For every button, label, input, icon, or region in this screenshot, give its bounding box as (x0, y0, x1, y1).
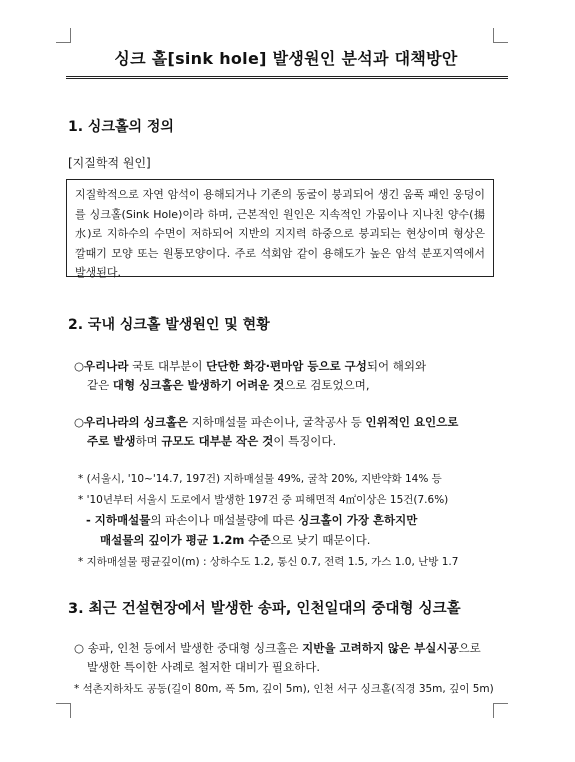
bullet: ○ (74, 359, 85, 373)
text: ○ 송파, 인천 등에서 발생한 중대형 싱크홀은 (74, 641, 303, 655)
paragraph-geology-line-2 (74, 376, 504, 395)
text: 되어 해외와 (366, 359, 427, 373)
text: 으로 검토었으며, (284, 378, 370, 392)
emphasis: 우리나라의 싱크홀은 (84, 415, 189, 429)
crop-mark-bottom-left (56, 703, 71, 718)
text: 으로 낮기 때문이다. (270, 533, 371, 547)
emphasis: 싱크홀이 가장 흔하지만 (298, 513, 418, 527)
paragraph-geology (74, 357, 504, 395)
definition-box: 지질학적으로 자연 암석이 용해되거나 기존의 동굴이 붕괴되어 생긴 움푹 패인 웅덩이를 싱크홀(Sink Hole)이라 하며, 근본적인 원인은 지속적인 가뭄이나 지나친 양수(揚水)로 지하수의 수면이 저하되어 지반의 지지력 하중으로 붕괴되는 현상이며 형상은 깔때기 모양 또는 원통모양이다. 주로 석회암 같이 용해도가 높은 암석 분포지역에서 발생된다. (66, 179, 494, 277)
section-2-heading: 2. 국내 싱크홀 발생원인 및 현황 (68, 317, 270, 333)
paragraph-recent (74, 639, 504, 677)
text: 의 파손이나 매설불량에 따른 (150, 513, 299, 527)
emphasis: 단단한 화강·편마암 등으로 구성 (206, 359, 367, 373)
paragraph-geology-line-1 (74, 357, 504, 376)
text: 하며 (135, 434, 162, 448)
text: 같은 (87, 378, 113, 392)
emphasis: 지반을 고려하지 않은 부실시공 (302, 641, 459, 655)
note-recent-cases: * 석촌지하차도 공동(길이 80m, 폭 5m, 깊이 5m), 인천 서구 싱크홀(직경 35m, 깊이 5m) (74, 683, 494, 695)
dash-note-line-2 (100, 531, 370, 550)
title-underline (66, 76, 508, 79)
emphasis: 매설물의 깊이가 평균 1.2m 수준 (100, 533, 271, 547)
emphasis: 규모도 대부분 작은 것 (161, 434, 274, 448)
bullet: ○ (74, 415, 85, 429)
emphasis: 인위적인 요인으로 (365, 415, 459, 429)
emphasis: 지하매설물 (94, 513, 151, 527)
text: 지하매설물 파손이나, 굴착공사 등 (188, 415, 366, 429)
paragraph-recent-line-2: 발생한 특이한 사례로 철저한 대비가 필요하다. (87, 660, 321, 674)
paragraph-domestic (74, 413, 504, 451)
text: 국토 대부분이 (128, 359, 207, 373)
paragraph-domestic-line-2 (74, 432, 504, 451)
section-3-heading: 3. 최근 건설현장에서 발생한 송파, 인천일대의 중대형 싱크홀 (68, 601, 461, 617)
section-1-subheading: [지질학적 원인] (68, 156, 151, 170)
emphasis: 우리나라 (84, 359, 129, 373)
crop-mark-top-left (56, 28, 71, 43)
dash-note-line-1 (86, 511, 417, 530)
document-title: 싱크 홀[sink hole] 발생원인 분석과 대책방안 (114, 49, 458, 68)
text: 이 특징이다. (273, 434, 337, 448)
note-damage-area: * '10년부터 서울시 도로에서 발생한 197건 중 피해면적 4㎡이상은 15건(7.6%) (78, 494, 449, 506)
crop-mark-top-right (493, 28, 508, 43)
note-depth: * 지하매설물 평균깊이(m) : 상하수도 1.2, 통신 0.7, 전력 1.5, 가스 1.0, 난방 1.7 (78, 556, 459, 568)
paragraph-domestic-line-1 (74, 413, 504, 432)
paragraph-recent-line-1 (74, 639, 504, 658)
note-seoul-stats: * (서울시, '10~'14.7, 197건) 지하매설물 49%, 굴착 20%, 지반약화 14% 등 (78, 473, 442, 485)
emphasis: 대형 싱크홀은 발생하기 어려운 것 (112, 378, 285, 392)
dash: - (86, 513, 95, 527)
section-1-heading: 1. 싱크홀의 정의 (68, 119, 174, 135)
crop-mark-bottom-right (493, 703, 508, 718)
text: 으로 (458, 641, 481, 655)
emphasis: 주로 발생 (87, 434, 136, 448)
